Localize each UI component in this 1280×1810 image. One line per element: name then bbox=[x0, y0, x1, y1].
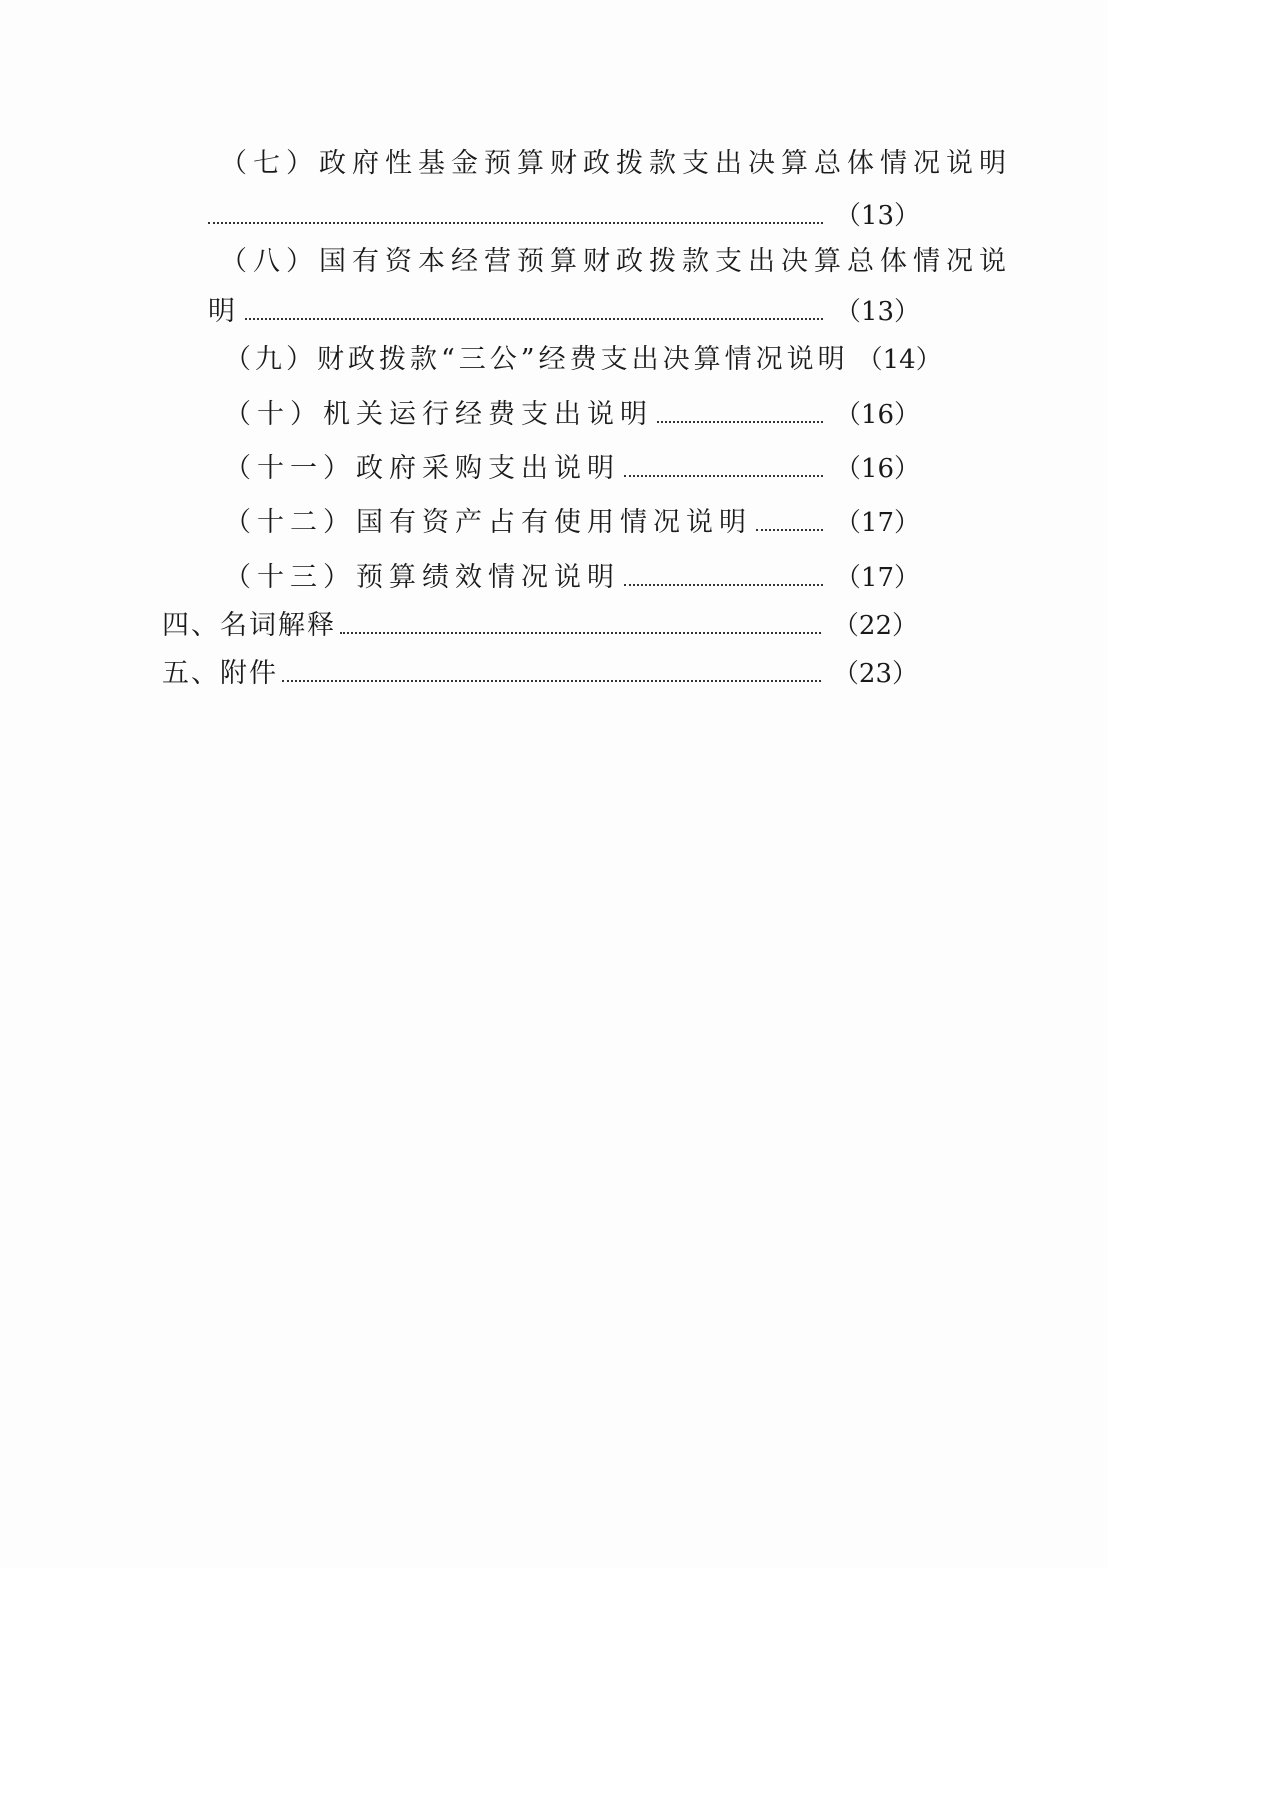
toc-page-number: （14） bbox=[856, 345, 942, 375]
toc-entry-13[interactable] bbox=[208, 560, 920, 596]
leader-dots bbox=[624, 583, 823, 586]
toc-entry-title: （十二）国有资产占有使用情况说明 bbox=[224, 507, 752, 538]
leader-dots bbox=[208, 221, 823, 224]
leader-dots bbox=[756, 528, 823, 531]
toc-entry-title: （十三）预算绩效情况说明 bbox=[224, 562, 620, 593]
toc-page-number: （16） bbox=[834, 400, 920, 430]
leader-dots bbox=[282, 679, 821, 682]
toc-section-5[interactable] bbox=[162, 656, 918, 692]
toc-page-number: （13） bbox=[834, 201, 920, 231]
leader-dots bbox=[245, 317, 823, 320]
leader-dots bbox=[624, 474, 823, 477]
toc-entry-12[interactable] bbox=[208, 505, 920, 541]
toc-entry-9[interactable] bbox=[208, 342, 942, 378]
toc-page-number: （22） bbox=[832, 611, 918, 641]
toc-entry-title: （九）财政拨款“三公”经费支出决算情况说明 bbox=[224, 344, 849, 375]
toc-entry-8[interactable] bbox=[208, 244, 1012, 330]
toc-section-title: 四、名词解释 bbox=[162, 610, 336, 641]
toc-page-number: （23） bbox=[832, 659, 918, 689]
toc-page-number: （16） bbox=[834, 454, 920, 484]
toc-entry-title: （十一）政府采购支出说明 bbox=[224, 453, 620, 484]
toc-entry-11[interactable] bbox=[208, 451, 920, 487]
toc-section-4[interactable] bbox=[162, 608, 918, 644]
toc-entry-title-continued: 明 bbox=[208, 296, 241, 327]
toc-entry-title: （十）机关运行经费支出说明 bbox=[224, 399, 653, 430]
toc-page-number: （17） bbox=[834, 563, 920, 593]
toc-entry-7[interactable] bbox=[208, 146, 1012, 234]
leader-dots bbox=[657, 420, 823, 423]
toc-section-title: 五、附件 bbox=[162, 658, 278, 689]
toc-entry-title: （七）政府性基金预算财政拨款支出决算总体情况说明 bbox=[220, 148, 1012, 179]
toc-entry-10[interactable] bbox=[208, 397, 920, 433]
toc-page-number: （13） bbox=[834, 297, 920, 327]
toc-page-number: （17） bbox=[834, 508, 920, 538]
leader-dots bbox=[340, 631, 821, 634]
toc-entry-title: （八）国有资本经营预算财政拨款支出决算总体情况说 bbox=[220, 246, 1012, 277]
